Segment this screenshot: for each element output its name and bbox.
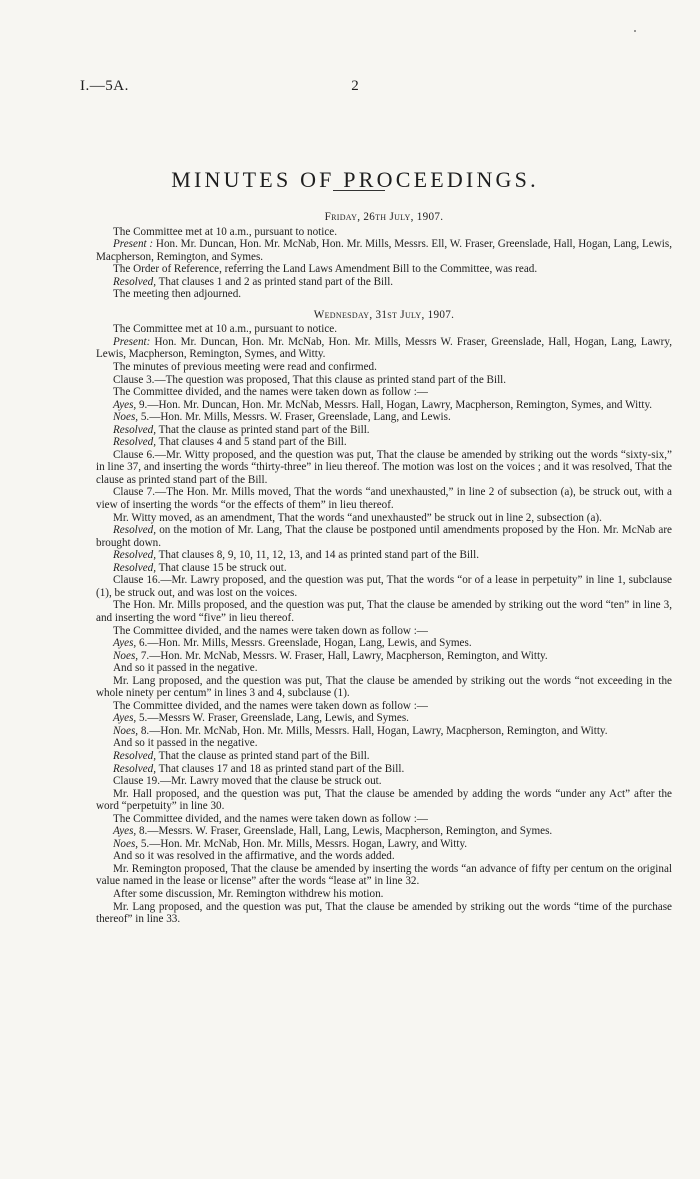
minute-paragraph bbox=[96, 288, 672, 301]
paragraph-text: Hon. Mr. Duncan, Hon. Mr. McNab, Hon. Mr. Mills, Messrs W. Fraser, Greenslade, Hall, Hogan, Lang, Lawry, Lewis, Macpherson, Remington, Symes, and Witty. bbox=[96, 335, 672, 361]
paragraph-label: Resolved, bbox=[113, 524, 156, 537]
paragraph-text: That clauses 4 and 5 stand part of the Bill. bbox=[156, 436, 347, 449]
minute-paragraph bbox=[96, 574, 672, 599]
paragraph-label: Resolved, bbox=[113, 275, 156, 288]
minutes-body bbox=[96, 211, 672, 926]
paragraph-text: 5.—Hon. Mr. Mills, Messrs. W. Fraser, Greenslade, Lang, and Lewis. bbox=[138, 411, 451, 424]
minute-paragraph bbox=[96, 813, 672, 826]
paragraph-text: Clause 3.—The question was proposed, That this clause as printed stand part of the Bill. bbox=[113, 373, 507, 386]
paragraph-label: Resolved, bbox=[113, 423, 156, 436]
paragraph-text: That clauses 17 and 18 as printed stand part of the Bill. bbox=[156, 762, 405, 775]
paragraph-text: 6.—Hon. Mr. Mills, Messrs. Greenslade, Hogan, Lang, Lewis, and Symes. bbox=[136, 637, 472, 650]
meeting-date bbox=[96, 309, 672, 322]
paragraph-text: After some discussion, Mr. Remington withdrew his motion. bbox=[113, 887, 384, 900]
meeting-date-text: Friday, 26th July, 1907. bbox=[324, 211, 444, 223]
minute-paragraph bbox=[96, 901, 672, 926]
meeting-section bbox=[96, 309, 672, 926]
minute-paragraph bbox=[96, 599, 672, 624]
document-code: I.—5A. bbox=[80, 78, 129, 94]
margin-speck bbox=[634, 30, 636, 32]
minute-paragraph bbox=[96, 562, 672, 575]
minute-paragraph bbox=[96, 625, 672, 638]
paragraph-text: The Order of Reference, referring the Land Laws Amendment Bill to the Committee, was read. bbox=[113, 263, 538, 276]
minute-paragraph bbox=[96, 737, 672, 750]
minute-paragraph bbox=[96, 486, 672, 511]
paragraph-text: 5.—Hon. Mr. McNab, Hon. Mr. Mills, Messrs. Hogan, Lawry, and Witty. bbox=[138, 837, 468, 850]
paragraph-text: Clause 6.—Mr. Witty proposed, and the question was put, That the clause be amended by striking out the words “sixty-six,” in line 37, and inserting the words “thirty-three” in lieu thereof. The motion was lost on the voices ; and it was resolved, That the clause as printed stand part of the Bill. bbox=[96, 448, 672, 486]
meeting-section bbox=[96, 211, 672, 301]
minute-paragraph bbox=[96, 263, 672, 276]
paragraph-label: Noes, bbox=[113, 837, 139, 850]
minute-paragraph bbox=[96, 850, 672, 863]
paragraph-text: The Committee divided, and the names were taken down as follow :— bbox=[113, 386, 428, 399]
paragraph-label: Ayes, bbox=[113, 398, 137, 411]
paragraph-text: The Committee met at 10 a.m., pursuant to notice. bbox=[113, 225, 337, 238]
paragraph-text: The Hon. Mr. Mills proposed, and the question was put, That the clause be amended by striking out the word “ten” in line 3, and inserting the word “five” in lieu thereof. bbox=[96, 599, 672, 624]
paragraph-text: 9.—Hon. Mr. Duncan, Hon. Mr. McNab, Messrs. Hall, Hogan, Lawry, Macpherson, Remington, Symes, and Witty. bbox=[136, 398, 653, 411]
minute-paragraph bbox=[96, 750, 672, 763]
paragraph-text: Mr. Lang proposed, and the question was put, That the clause be amended by striking out the words “not exceeding in the whole ninety per centum” in lines 3 and 4, subclause (1). bbox=[96, 674, 672, 700]
meeting-date-text: Wednesday, 31st July, 1907. bbox=[313, 308, 455, 321]
paragraph-label: Resolved, bbox=[113, 561, 156, 574]
minute-paragraph bbox=[96, 411, 672, 424]
paragraph-text: That clauses 8, 9, 10, 11, 12, 13, and 14 as printed stand part of the Bill. bbox=[156, 549, 480, 562]
paragraph-label: Noes, bbox=[113, 411, 139, 424]
minute-paragraph bbox=[96, 788, 672, 813]
minute-paragraph bbox=[96, 775, 672, 788]
minute-paragraph bbox=[96, 374, 672, 387]
paragraph-text: That the clause as printed stand part of the Bill. bbox=[156, 749, 370, 762]
paragraph-text: The minutes of previous meeting were read and confirmed. bbox=[113, 361, 377, 374]
minute-paragraph bbox=[96, 549, 672, 562]
paragraph-text: Clause 19.—Mr. Lawry moved that the clause be struck out. bbox=[113, 775, 382, 788]
minute-paragraph bbox=[96, 336, 672, 361]
paragraph-label: Ayes, bbox=[113, 637, 137, 650]
paragraph-label: Present : bbox=[113, 238, 154, 251]
paragraph-text: Mr. Remington proposed, That the clause be amended by inserting the words “an advance of fifty per centum on the original value named in the lease or license” after the words “lease at” in line 32. bbox=[96, 862, 672, 888]
paragraph-label: Resolved, bbox=[113, 549, 156, 562]
minute-paragraph bbox=[96, 399, 672, 412]
minute-paragraph bbox=[96, 675, 672, 700]
minute-paragraph bbox=[96, 323, 672, 336]
minute-paragraph bbox=[96, 763, 672, 776]
paragraph-text: on the motion of Mr. Lang, That the clause be postponed until amendments proposed by the Hon. Mr. McNab are brought down. bbox=[96, 524, 672, 549]
paragraph-label: Resolved, bbox=[113, 762, 156, 775]
section-gap bbox=[96, 301, 672, 309]
paragraph-text: And so it passed in the negative. bbox=[113, 662, 258, 675]
minute-paragraph bbox=[96, 524, 672, 549]
meeting-date bbox=[96, 211, 672, 224]
minute-paragraph bbox=[96, 361, 672, 374]
paragraph-text: 7.—Hon. Mr. McNab, Messrs. W. Fraser, Hall, Lawry, Macpherson, Remington, and Witty. bbox=[138, 649, 548, 662]
paragraph-text: Mr. Witty moved, as an amendment, That the words “and unexhausted” be struck out in line 2, subsection (a). bbox=[113, 511, 602, 524]
paragraph-label: Ayes, bbox=[113, 825, 137, 838]
paragraph-text: Clause 7.—The Hon. Mr. Mills moved, That the words “and unexhausted,” in line 2 of subsection (a), be struck out, with a view of inserting the words “or the effects of them” in lieu thereof. bbox=[96, 486, 672, 512]
minute-paragraph bbox=[96, 838, 672, 851]
paragraph-label: Resolved, bbox=[113, 436, 156, 449]
paragraph-text: That clauses 1 and 2 as printed stand part of the Bill. bbox=[156, 275, 394, 288]
paragraph-text: Clause 16.—Mr. Lawry proposed, and the question was put, That the words “or of a lease in perpetuity” in line 1, subclause (1), be struck out, and was lost on the voices. bbox=[96, 574, 672, 599]
minute-paragraph bbox=[96, 825, 672, 838]
minute-paragraph bbox=[96, 436, 672, 449]
paragraph-text: The Committee divided, and the names were taken down as follow :— bbox=[113, 812, 428, 825]
paragraph-text: 8.—Messrs. W. Fraser, Greenslade, Hall, Lang, Lewis, Macpherson, Remington, and Symes. bbox=[136, 825, 553, 838]
minute-paragraph bbox=[96, 512, 672, 525]
minute-paragraph bbox=[96, 650, 672, 663]
paragraph-label: Noes, bbox=[113, 649, 139, 662]
page-number: 2 bbox=[351, 78, 359, 94]
minute-paragraph bbox=[96, 226, 672, 239]
paragraph-text: The Committee divided, and the names were taken down as follow :— bbox=[113, 699, 428, 712]
minute-paragraph bbox=[96, 725, 672, 738]
paragraph-text: 5.—Messrs W. Fraser, Greenslade, Lang, Lewis, and Symes. bbox=[136, 712, 409, 725]
title-rule bbox=[333, 190, 385, 191]
paragraph-label: Ayes, bbox=[113, 712, 137, 725]
page-header bbox=[80, 78, 630, 98]
page-title: MINUTES OF PROCEEDINGS. bbox=[171, 166, 539, 192]
minute-paragraph bbox=[96, 424, 672, 437]
paragraph-text: The Committee met at 10 a.m., pursuant to notice. bbox=[113, 323, 337, 336]
minute-paragraph bbox=[96, 700, 672, 713]
minute-paragraph bbox=[96, 888, 672, 901]
minute-paragraph bbox=[96, 662, 672, 675]
paragraph-text: That clause 15 be struck out. bbox=[156, 561, 287, 574]
paragraph-text: And so it passed in the negative. bbox=[113, 737, 258, 750]
minute-paragraph bbox=[96, 637, 672, 650]
paragraph-text: 8.—Hon. Mr. McNab, Hon. Mr. Mills, Messrs. Hall, Hogan, Lawry, Macpherson, Remington, and Witty. bbox=[138, 724, 608, 737]
minute-paragraph bbox=[96, 449, 672, 487]
paragraph-text: The Committee divided, and the names were taken down as follow :— bbox=[113, 624, 428, 637]
paragraph-label: Present: bbox=[113, 335, 151, 348]
paragraph-text: And so it was resolved in the affirmative, and the words added. bbox=[113, 850, 395, 863]
paragraph-text: Mr. Lang proposed, and the question was put, That the clause be amended by striking out the words “time of the purchase thereof” in line 33. bbox=[96, 900, 672, 926]
paragraph-text: Mr. Hall proposed, and the question was put, That the clause be amended by adding the words “under any Act” after the word “perpetuity” in line 30. bbox=[96, 787, 672, 813]
minute-paragraph bbox=[96, 386, 672, 399]
paragraph-text: The meeting then adjourned. bbox=[113, 288, 242, 301]
minute-paragraph bbox=[96, 238, 672, 263]
paragraph-label: Resolved, bbox=[113, 749, 156, 762]
minute-paragraph bbox=[96, 863, 672, 888]
paragraph-text: That the clause as printed stand part of the Bill. bbox=[156, 423, 370, 436]
minute-paragraph bbox=[96, 712, 672, 725]
paragraph-label: Noes, bbox=[113, 724, 139, 737]
minute-paragraph bbox=[96, 276, 672, 289]
paragraph-text: Hon. Mr. Duncan, Hon. Mr. McNab, Hon. Mr. Mills, Messrs. Ell, W. Fraser, Greenslade, Hall, Hogan, Lang, Lewis, Macpherson, Remington, and Symes. bbox=[96, 238, 672, 263]
